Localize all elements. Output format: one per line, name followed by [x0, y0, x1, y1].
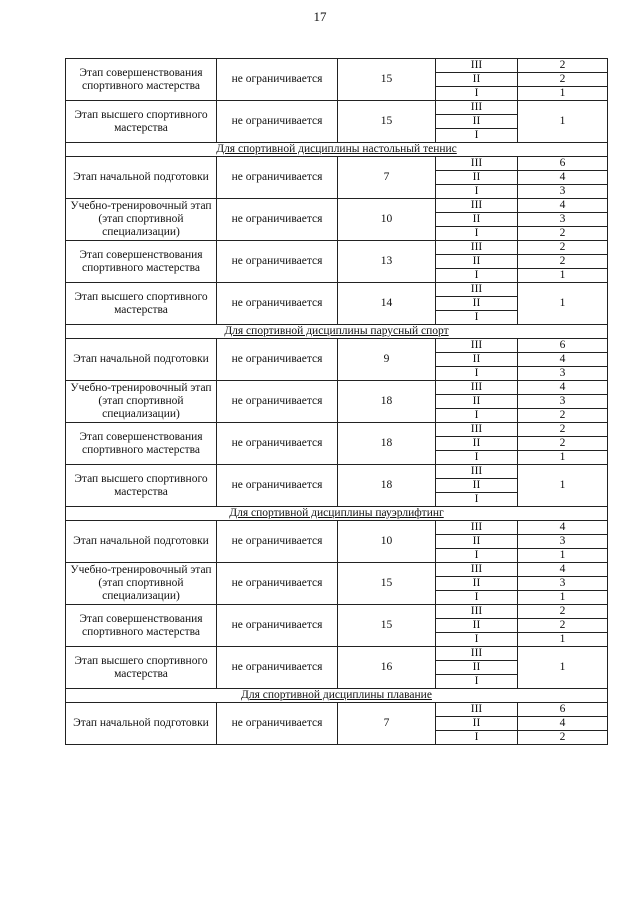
- age-limit-cell: не ограничивается: [217, 101, 338, 143]
- group-level-cell: III: [436, 59, 518, 73]
- stage-name-cell: Этап высшего спортивного мастерства: [66, 465, 217, 507]
- table-row: [66, 59, 608, 73]
- group-count-cell: 1: [518, 549, 608, 563]
- stage-name-cell: Учебно-тренировочный этап (этап спортивной специализации): [66, 199, 217, 241]
- stage-name-cell: Этап высшего спортивного мастерства: [66, 647, 217, 689]
- group-count-cell: 3: [518, 185, 608, 199]
- group-level-cell: I: [436, 493, 518, 507]
- group-level-cell: III: [436, 563, 518, 577]
- group-level-cell: III: [436, 647, 518, 661]
- group-level-cell: II: [436, 661, 518, 675]
- page-number: 17: [313, 9, 327, 24]
- group-count-cell: 1: [518, 269, 608, 283]
- section-title: Для спортивной дисциплины пауэрлифтинг: [66, 507, 608, 521]
- group-level-cell: I: [436, 87, 518, 101]
- group-count-cell: 2: [518, 59, 608, 73]
- table-row: [66, 465, 608, 479]
- min-age-cell: 18: [338, 381, 436, 423]
- section-header-row: [66, 325, 608, 339]
- min-age-cell: 13: [338, 241, 436, 283]
- stage-name-cell: Этап совершенствования спортивного мастерства: [66, 423, 217, 465]
- group-count-cell: 6: [518, 703, 608, 717]
- age-limit-cell: не ограничивается: [217, 703, 338, 745]
- table-row: [66, 283, 608, 297]
- group-level-cell: III: [436, 157, 518, 171]
- group-count-cell: 4: [518, 521, 608, 535]
- sports-stages-table: [65, 58, 608, 745]
- group-count-cell: 4: [518, 171, 608, 185]
- group-level-cell: I: [436, 633, 518, 647]
- group-level-cell: II: [436, 353, 518, 367]
- age-limit-cell: не ограничивается: [217, 465, 338, 507]
- group-level-cell: III: [436, 283, 518, 297]
- table-row: [66, 647, 608, 661]
- group-count-cell: 4: [518, 199, 608, 213]
- stage-name-cell: Этап высшего спортивного мастерства: [66, 101, 217, 143]
- group-count-cell: 3: [518, 367, 608, 381]
- stage-name-cell: Этап высшего спортивного мастерства: [66, 283, 217, 325]
- section-header-row: [66, 689, 608, 703]
- table-row: [66, 381, 608, 395]
- group-count-cell: 2: [518, 423, 608, 437]
- group-level-cell: III: [436, 101, 518, 115]
- group-level-cell: III: [436, 521, 518, 535]
- group-level-cell: II: [436, 619, 518, 633]
- group-level-cell: I: [436, 451, 518, 465]
- age-limit-cell: не ограничивается: [217, 59, 338, 101]
- min-age-cell: 10: [338, 521, 436, 563]
- group-count-cell: 2: [518, 255, 608, 269]
- table-row: [66, 157, 608, 171]
- group-level-cell: I: [436, 227, 518, 241]
- section-title: Для спортивной дисциплины настольный теннис: [66, 143, 608, 157]
- group-count-cell: 2: [518, 409, 608, 423]
- group-level-cell: I: [436, 549, 518, 563]
- group-level-cell: III: [436, 241, 518, 255]
- group-level-cell: II: [436, 577, 518, 591]
- group-level-cell: III: [436, 339, 518, 353]
- group-level-cell: II: [436, 395, 518, 409]
- stage-name-cell: Этап совершенствования спортивного мастерства: [66, 605, 217, 647]
- min-age-cell: 15: [338, 59, 436, 101]
- group-level-cell: III: [436, 199, 518, 213]
- group-level-cell: I: [436, 591, 518, 605]
- stage-name-cell: Этап совершенствования спортивного мастерства: [66, 241, 217, 283]
- table-row: [66, 423, 608, 437]
- table-row: [66, 241, 608, 255]
- group-count-cell: 6: [518, 157, 608, 171]
- group-count-cell: 4: [518, 381, 608, 395]
- stage-name-cell: Этап начальной подготовки: [66, 339, 217, 381]
- group-count-cell: 3: [518, 535, 608, 549]
- min-age-cell: 9: [338, 339, 436, 381]
- stage-name-cell: Учебно-тренировочный этап (этап спортивной специализации): [66, 563, 217, 605]
- group-count-cell: 4: [518, 353, 608, 367]
- group-count-cell: 1: [518, 647, 608, 689]
- group-count-cell: 3: [518, 395, 608, 409]
- age-limit-cell: не ограничивается: [217, 423, 338, 465]
- group-level-cell: II: [436, 479, 518, 493]
- group-count-cell: 1: [518, 633, 608, 647]
- group-level-cell: III: [436, 423, 518, 437]
- group-level-cell: III: [436, 605, 518, 619]
- group-count-cell: 1: [518, 591, 608, 605]
- section-header-row: [66, 507, 608, 521]
- section-header-row: [66, 143, 608, 157]
- group-count-cell: 3: [518, 213, 608, 227]
- group-count-cell: 4: [518, 717, 608, 731]
- min-age-cell: 16: [338, 647, 436, 689]
- table-row: [66, 563, 608, 577]
- section-title: Для спортивной дисциплины парусный спорт: [66, 325, 608, 339]
- min-age-cell: 10: [338, 199, 436, 241]
- table-row: [66, 101, 608, 115]
- group-level-cell: II: [436, 73, 518, 87]
- group-level-cell: II: [436, 255, 518, 269]
- group-count-cell: 2: [518, 241, 608, 255]
- age-limit-cell: не ограничивается: [217, 521, 338, 563]
- group-level-cell: II: [436, 437, 518, 451]
- group-count-cell: 2: [518, 619, 608, 633]
- group-level-cell: III: [436, 465, 518, 479]
- group-count-cell: 2: [518, 605, 608, 619]
- age-limit-cell: не ограничивается: [217, 605, 338, 647]
- group-count-cell: 2: [518, 731, 608, 745]
- stage-name-cell: Этап совершенствования спортивного мастерства: [66, 59, 217, 101]
- table-row: [66, 703, 608, 717]
- stage-name-cell: Учебно-тренировочный этап (этап спортивной специализации): [66, 381, 217, 423]
- group-level-cell: I: [436, 675, 518, 689]
- min-age-cell: 18: [338, 423, 436, 465]
- group-level-cell: I: [436, 129, 518, 143]
- group-level-cell: I: [436, 367, 518, 381]
- stage-name-cell: Этап начальной подготовки: [66, 157, 217, 199]
- group-count-cell: 1: [518, 87, 608, 101]
- group-level-cell: I: [436, 185, 518, 199]
- group-count-cell: 1: [518, 283, 608, 325]
- table-row: [66, 605, 608, 619]
- min-age-cell: 7: [338, 703, 436, 745]
- stage-name-cell: Этап начальной подготовки: [66, 521, 217, 563]
- group-count-cell: 1: [518, 451, 608, 465]
- group-count-cell: 3: [518, 577, 608, 591]
- group-level-cell: II: [436, 717, 518, 731]
- table-row: [66, 199, 608, 213]
- min-age-cell: 18: [338, 465, 436, 507]
- stage-name-cell: Этап начальной подготовки: [66, 703, 217, 745]
- group-level-cell: III: [436, 381, 518, 395]
- age-limit-cell: не ограничивается: [217, 339, 338, 381]
- table-row: [66, 521, 608, 535]
- min-age-cell: 15: [338, 563, 436, 605]
- group-level-cell: I: [436, 731, 518, 745]
- group-level-cell: II: [436, 171, 518, 185]
- group-count-cell: 2: [518, 227, 608, 241]
- group-level-cell: II: [436, 297, 518, 311]
- section-title: Для спортивной дисциплины плавание: [66, 689, 608, 703]
- table-row: [66, 339, 608, 353]
- min-age-cell: 14: [338, 283, 436, 325]
- group-count-cell: 4: [518, 563, 608, 577]
- group-count-cell: 2: [518, 437, 608, 451]
- group-count-cell: 1: [518, 101, 608, 143]
- group-level-cell: I: [436, 269, 518, 283]
- group-level-cell: II: [436, 213, 518, 227]
- group-count-cell: 2: [518, 73, 608, 87]
- min-age-cell: 15: [338, 605, 436, 647]
- group-level-cell: II: [436, 115, 518, 129]
- group-level-cell: III: [436, 703, 518, 717]
- group-count-cell: 6: [518, 339, 608, 353]
- age-limit-cell: не ограничивается: [217, 563, 338, 605]
- age-limit-cell: не ограничивается: [217, 381, 338, 423]
- age-limit-cell: не ограничивается: [217, 199, 338, 241]
- age-limit-cell: не ограничивается: [217, 283, 338, 325]
- group-level-cell: I: [436, 311, 518, 325]
- group-level-cell: I: [436, 409, 518, 423]
- group-count-cell: 1: [518, 465, 608, 507]
- min-age-cell: 15: [338, 101, 436, 143]
- age-limit-cell: не ограничивается: [217, 647, 338, 689]
- age-limit-cell: не ограничивается: [217, 241, 338, 283]
- group-level-cell: II: [436, 535, 518, 549]
- min-age-cell: 7: [338, 157, 436, 199]
- age-limit-cell: не ограничивается: [217, 157, 338, 199]
